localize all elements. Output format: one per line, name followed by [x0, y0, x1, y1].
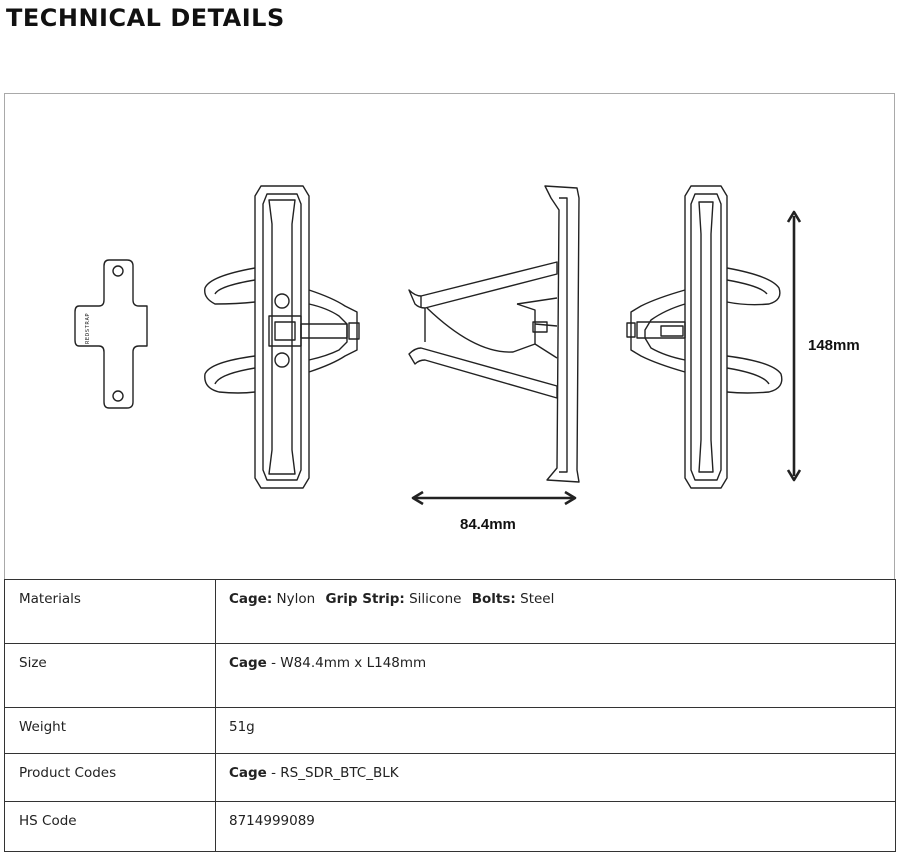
strap-logo-text: REDSTRAP: [85, 312, 91, 344]
strap-drawing: [75, 260, 147, 408]
product-code-key: Cage: [229, 765, 267, 781]
page-title: TECHNICAL DETAILS: [6, 4, 285, 32]
technical-drawing: [4, 93, 895, 579]
specs-table: [4, 579, 896, 852]
table-row: [5, 644, 896, 708]
materials-part-value: Nylon: [276, 591, 316, 607]
materials-part-key: Cage:: [229, 591, 273, 607]
size-dimensions: - W84.4mm x L148mm: [266, 655, 427, 671]
size-value: [216, 644, 896, 708]
cage-side-view: [409, 186, 579, 482]
materials-value: [216, 580, 896, 644]
materials-part-value: Steel: [520, 591, 555, 607]
hs-code-value: 8714999089: [216, 802, 896, 852]
weight-value: 51g: [216, 708, 896, 754]
height-dimension-label: 148mm: [808, 337, 860, 354]
table-row: [5, 754, 896, 802]
table-row: [5, 708, 896, 754]
product-codes-value: [216, 754, 896, 802]
width-dimension-arrow: [413, 492, 575, 504]
cage-back-view: [627, 186, 782, 488]
size-label: Size: [5, 644, 216, 708]
materials-label: Materials: [5, 580, 216, 644]
height-dimension-arrow: [788, 212, 800, 480]
product-codes-label: Product Codes: [5, 754, 216, 802]
materials-part-key: Grip Strip:: [325, 591, 405, 607]
cage-front-view: [205, 186, 359, 488]
table-row: [5, 580, 896, 644]
materials-part-value: Silicone: [409, 591, 462, 607]
hs-code-label: HS Code: [5, 802, 216, 852]
size-key: Cage: [229, 655, 267, 671]
materials-part-key: Bolts:: [471, 591, 516, 607]
weight-label: Weight: [5, 708, 216, 754]
width-dimension-label: 84.4mm: [460, 516, 516, 533]
table-row: [5, 802, 896, 852]
product-code: - RS_SDR_BTC_BLK: [266, 765, 399, 781]
